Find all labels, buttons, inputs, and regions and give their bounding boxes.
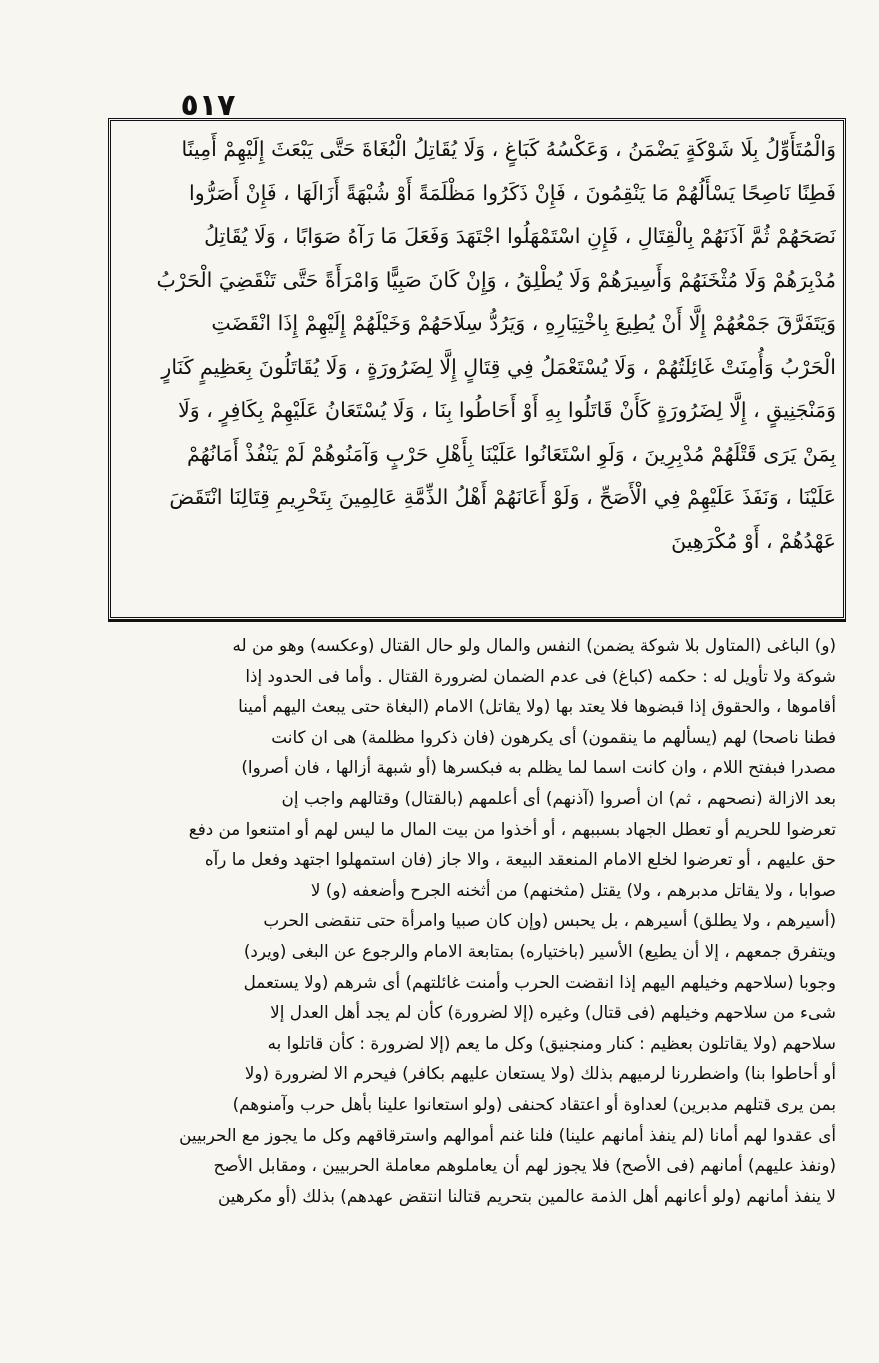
sharh-line: بعد الازالة (نصحهم ، ثم) ان أصروا (آذنهم) أى أعلمهم (بالقتال) وقتالهم واجب إن <box>281 787 836 808</box>
sharh-line: وجوبا (سلاحهم وخيلهم اليهم إذا انقضت الحرب وأمنت غائلتهم) أى شرهم (ولا يستعمل <box>243 971 836 992</box>
matn-line: عَلَيْنَا ، وَنَفَذَ عَلَيْهِمْ فِي الْأَصَحِّ ، وَلَوْ أَعَانَهُمْ أَهْلُ الذِّمَّةِ عَالِمِينَ بِتَحْرِيمِ قِتَالِنَا انْتَقَضَ <box>169 485 836 509</box>
matn-line: عَهْدُهُمْ ، أَوْ مُكْرَهِينَ <box>671 528 836 553</box>
matn-line: فَطِنًا نَاصِحًا يَسْأَلُهُمْ مَا يَنْقِمُونَ ، فَإِنْ ذَكَرُوا مَظْلَمَةً أَوْ شُبْهَةً أَزَالَهَا ، فَإِنْ أَصَرُّوا <box>189 180 836 205</box>
sharh-line: أقاموها ، والحقوق إذا قبضوها فلا يعتد بها (ولا يقاتل) الامام (البغاة حتى يبعث اليهم أمينا <box>238 696 836 717</box>
sharh-line: حق عليهم ، أو تعرضوا لخلع الامام المنعقد البيعة ، والا جاز (فان استمهلوا اجتهد وفعل ما رآه <box>204 849 836 870</box>
matn-line: نَصَحَهُمْ ثُمَّ آذَنَهُمْ بِالْقِتَالِ ، فَإِنِ اسْتَمْهَلُوا اجْتَهَدَ وَفَعَلَ مَا رَآهُ صَوَابًا ، وَلَا يُقَاتِلُ <box>204 224 836 248</box>
matn-line: وَيَتَفَرَّقَ جَمْعُهُمْ إِلَّا أَنْ يُطِيعَ بِاخْتِيَارِهِ ، وَيَرُدُّ سِلَاحَهُمْ وَخَيْلَهُمْ إِلَيْهِمْ إِذَا انْقَضَتِ <box>211 311 836 335</box>
section-divider <box>108 620 846 622</box>
sharh-line: أو أحاطوا بنا) واضطررنا لرميهم بذلك (ولا يستعان عليهم بكافر) فيحرم الا لضرورة (ولا <box>244 1063 836 1084</box>
sharh-line: (أسيرهم ، ولا يطلق) أسيرهم ، بل يحبس (وإن كان صبيا وامرأة حتى تنقضى الحرب <box>263 910 836 931</box>
sharh-line: شىء من سلاحهم وخيلهم (فى قتال) وغيره (إلا لضرورة) كأن لم يجد أهل العدل إلا <box>270 1002 836 1023</box>
matn-line: مُدْبِرَهُمْ وَلَا مُثْخَنَهُمْ وَأَسِيرَهُمْ وَلَا يُطْلِقُ ، وَإِنْ كَانَ صَبِيًّا وَامْرَأَةً حَتَّى تَنْقَضِيَ الْحَرْبُ <box>156 267 836 292</box>
sharh-line: لا ينفذ أمانهم (ولو أعانهم أهل الذمة عالمين بتحريم قتالنا انتقض عهدهم) بذلك (أو مكرهين <box>218 1185 836 1206</box>
sharh-line: (ونفذ عليهم) أمانهم (فى الأصح) فلا يجوز لهم أن يعاملوهم معاملة الحربيين ، ومقابل الأصح <box>213 1155 836 1176</box>
matn-line: الْحَرْبُ وَأُمِنَتْ غَائِلَتُهُمْ ، وَلَا يُسْتَعْمَلُ فِي قِتَالٍ إِلَّا لِضَرُورَةٍ ، وَلَا يُقَاتَلُونَ بِعَظِيمٍ كَنَارٍ <box>161 354 836 379</box>
matn-text <box>118 128 836 610</box>
sharh-line: فطنا ناصحا) لهم (يسألهم ما ينقمون) أى يكرهون (فان ذكروا مظلمة) هى ان كانت <box>271 726 836 747</box>
sharh-line: بمن يرى قتلهم مدبرين) لعداوة أو اعتقاد كحنفى (ولو استعانوا علينا بأهل حرب وآمنوهم) <box>232 1093 836 1114</box>
matn-line: وَمَنْجَنِيقٍ ، إِلَّا لِضَرُورَةٍ كَأَنْ قَاتَلُوا بِهِ أَوْ أَحَاطُوا بِنَا ، وَلَا يُسْتَعَانُ عَلَيْهِمْ بِكَافِرٍ ، وَلَا <box>178 398 836 422</box>
sharh-line: (و) الباغى (المتاول بلا شوكة يضمن) النفس والمال ولو حال القتال (وعكسه) وهو من له <box>232 635 836 655</box>
sharh-line: صوابا ، ولا يقاتل مدبرهم ، ولا) يقتل (مثخنهم) من أثخنه الجرح وأضعفه (و) لا <box>310 879 836 900</box>
matn-line: بِمَنْ يَرَى قَتْلَهُمْ مُدْبِرِينَ ، وَلَوِ اسْتَعَانُوا عَلَيْنَا بِأَهْلِ حَرْبٍ وَآمَنُوهُمْ لَمْ يَنْفُذْ أَمَانُهُمْ <box>186 441 836 466</box>
sharh-line: تعرضوا للحريم أو تعطل الجهاد بسببهم ، أو أخذوا من بيت المال ما ليس لهم أو امتنعوا من دفع <box>188 818 836 839</box>
matn-line: وَالْمُتَأَوِّلُ بِلَا شَوْكَةٍ يَضْمَنُ ، وَعَكْسُهُ كَبَاغٍ ، وَلَا يُقَاتِلُ الْبُغَاةَ حَتَّى يَبْعَثَ إِلَيْهِمْ أَمِينًا <box>181 137 836 161</box>
sharh-line: أى عقدوا لهم أمانا (لم ينفذ أمانهم علينا) فلنا غنم أموالهم واسترقاقهم وكل ما يجوز مع الحربيين <box>179 1124 836 1145</box>
page-number: ٥١٧ <box>180 88 236 123</box>
sharh-line: سلاحهم (ولا يقاتلون بعظيم : كنار ومنجنيق) وكل ما يعم (إلا لضرورة : كأن قاتلوا به <box>267 1032 836 1053</box>
sharh-line: شوكة ولا تأويل له : حكمه (كباغ) فى عدم الضمان لضرورة القتال . وأما فى الحدود إذا <box>245 665 836 686</box>
sharh-line: مصدرا فبفتح اللام ، وان كانت اسما لما يظلم به فبكسرها (أو شبهة أزالها ، فان أصروا) <box>241 757 836 778</box>
sharh-text <box>118 630 836 1211</box>
sharh-line: ويتفرق جمعهم ، إلا أن يطيع) الأسير (باختياره) بمتابعة الامام والرجوع عن البغى (ويرد) <box>243 940 836 961</box>
